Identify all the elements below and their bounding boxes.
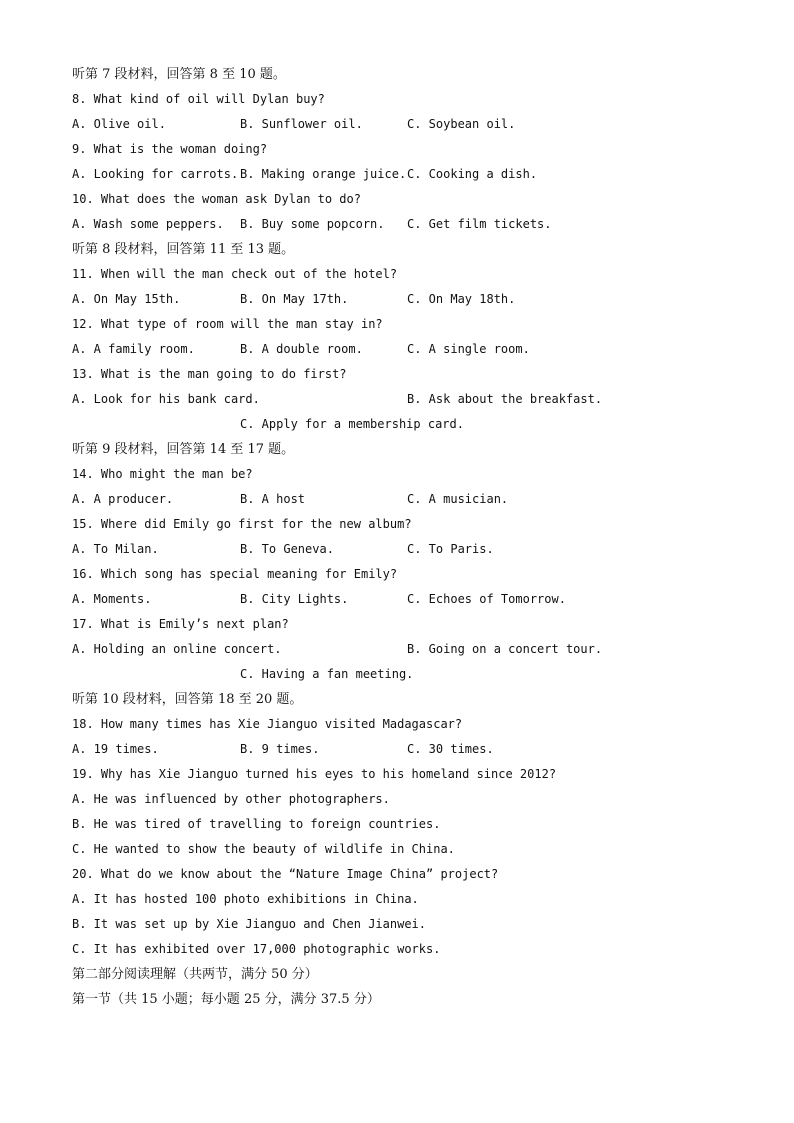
question-stem: 11. When will the man check out of the hotel? xyxy=(72,267,398,281)
option-b: B. Buy some popcorn. xyxy=(240,217,385,231)
option-c: C. Get film tickets. xyxy=(407,217,552,231)
question-stem: 19. Why has Xie Jianguo turned his eyes to his homeland since 2012? xyxy=(72,767,557,781)
option-c: C. A musician. xyxy=(407,492,509,506)
question-stem: 10. What does the woman ask Dylan to do? xyxy=(72,192,361,206)
option-b: B. A host xyxy=(240,492,306,506)
option-c: C. To Paris. xyxy=(407,542,494,556)
option-c: C. Having a fan meeting. xyxy=(240,667,414,681)
options-row xyxy=(72,162,762,187)
option-b: B. City Lights. xyxy=(240,592,349,606)
option-a: A. On May 15th. xyxy=(72,292,181,306)
options-row xyxy=(72,487,762,512)
option-c: C. Apply for a membership card. xyxy=(240,417,464,431)
option-a: A. Holding an online concert. xyxy=(72,642,282,656)
section-heading: 听第 10 段材料，回答第 18 至 20 题。 xyxy=(72,692,303,707)
option-a: A. He was influenced by other photographers. xyxy=(72,792,390,806)
option-c: C. It has exhibited over 17,000 photographic works. xyxy=(72,942,441,956)
question-stem: 12. What type of room will the man stay in? xyxy=(72,317,383,331)
option-a: A. A producer. xyxy=(72,492,174,506)
option-a: A. Moments. xyxy=(72,592,152,606)
question-stem: 17. What is Emily’s next plan? xyxy=(72,617,289,631)
options-row xyxy=(72,537,762,562)
option-b: B. Ask about the breakfast. xyxy=(407,392,603,406)
option-a: A. Looking for carrots. xyxy=(72,167,239,181)
option-b: B. On May 17th. xyxy=(240,292,349,306)
question-stem: 9. What is the woman doing? xyxy=(72,142,268,156)
section-heading: 听第 8 段材料，回答第 11 至 13 题。 xyxy=(72,242,295,257)
option-a: A. 19 times. xyxy=(72,742,159,756)
option-a: A. Olive oil. xyxy=(72,117,166,131)
options-row xyxy=(72,662,762,687)
option-a: A. A family room. xyxy=(72,342,195,356)
option-a: A. To Milan. xyxy=(72,542,159,556)
question-stem: 16. Which song has special meaning for Emily? xyxy=(72,567,398,581)
option-c: C. Echoes of Tomorrow. xyxy=(407,592,566,606)
options-row xyxy=(72,737,762,762)
option-b: B. To Geneva. xyxy=(240,542,334,556)
option-b: B. He was tired of travelling to foreign countries. xyxy=(72,817,441,831)
options-row xyxy=(72,287,762,312)
section-heading: 第一节（共 15 小题；每小题 25 分，满分 37.5 分） xyxy=(72,992,380,1007)
exam-page xyxy=(72,62,762,1012)
question-stem: 8. What kind of oil will Dylan buy? xyxy=(72,92,325,106)
option-a: A. It has hosted 100 photo exhibitions in China. xyxy=(72,892,419,906)
option-b: B. It was set up by Xie Jianguo and Chen Jianwei. xyxy=(72,917,427,931)
section-heading: 听第 9 段材料，回答第 14 至 17 题。 xyxy=(72,442,295,457)
option-a: A. Wash some peppers. xyxy=(72,217,224,231)
question-stem: 13. What is the man going to do first? xyxy=(72,367,347,381)
option-b: B. 9 times. xyxy=(240,742,320,756)
question-stem: 14. Who might the man be? xyxy=(72,467,253,481)
options-row xyxy=(72,112,762,137)
options-row xyxy=(72,587,762,612)
question-stem: 15. Where did Emily go first for the new album? xyxy=(72,517,412,531)
options-row xyxy=(72,337,762,362)
part-heading: 第二部分阅读理解（共两节，满分 50 分） xyxy=(72,967,318,982)
option-b: B. Sunflower oil. xyxy=(240,117,363,131)
option-c: C. He wanted to show the beauty of wildlife in China. xyxy=(72,842,455,856)
question-stem: 18. How many times has Xie Jianguo visited Madagascar? xyxy=(72,717,463,731)
question-stem: 20. What do we know about the “Nature Image China” project? xyxy=(72,867,499,881)
option-c: C. A single room. xyxy=(407,342,530,356)
option-b: B. Making orange juice. xyxy=(240,167,407,181)
options-row xyxy=(72,637,762,662)
options-row xyxy=(72,212,762,237)
option-c: C. Cooking a dish. xyxy=(407,167,538,181)
option-b: B. A double room. xyxy=(240,342,363,356)
options-row xyxy=(72,387,762,412)
option-a: A. Look for his bank card. xyxy=(72,392,260,406)
option-c: C. Soybean oil. xyxy=(407,117,516,131)
option-c: C. 30 times. xyxy=(407,742,494,756)
option-c: C. On May 18th. xyxy=(407,292,516,306)
option-b: B. Going on a concert tour. xyxy=(407,642,603,656)
options-row xyxy=(72,412,762,437)
section-heading: 听第 7 段材料，回答第 8 至 10 题。 xyxy=(72,67,286,82)
